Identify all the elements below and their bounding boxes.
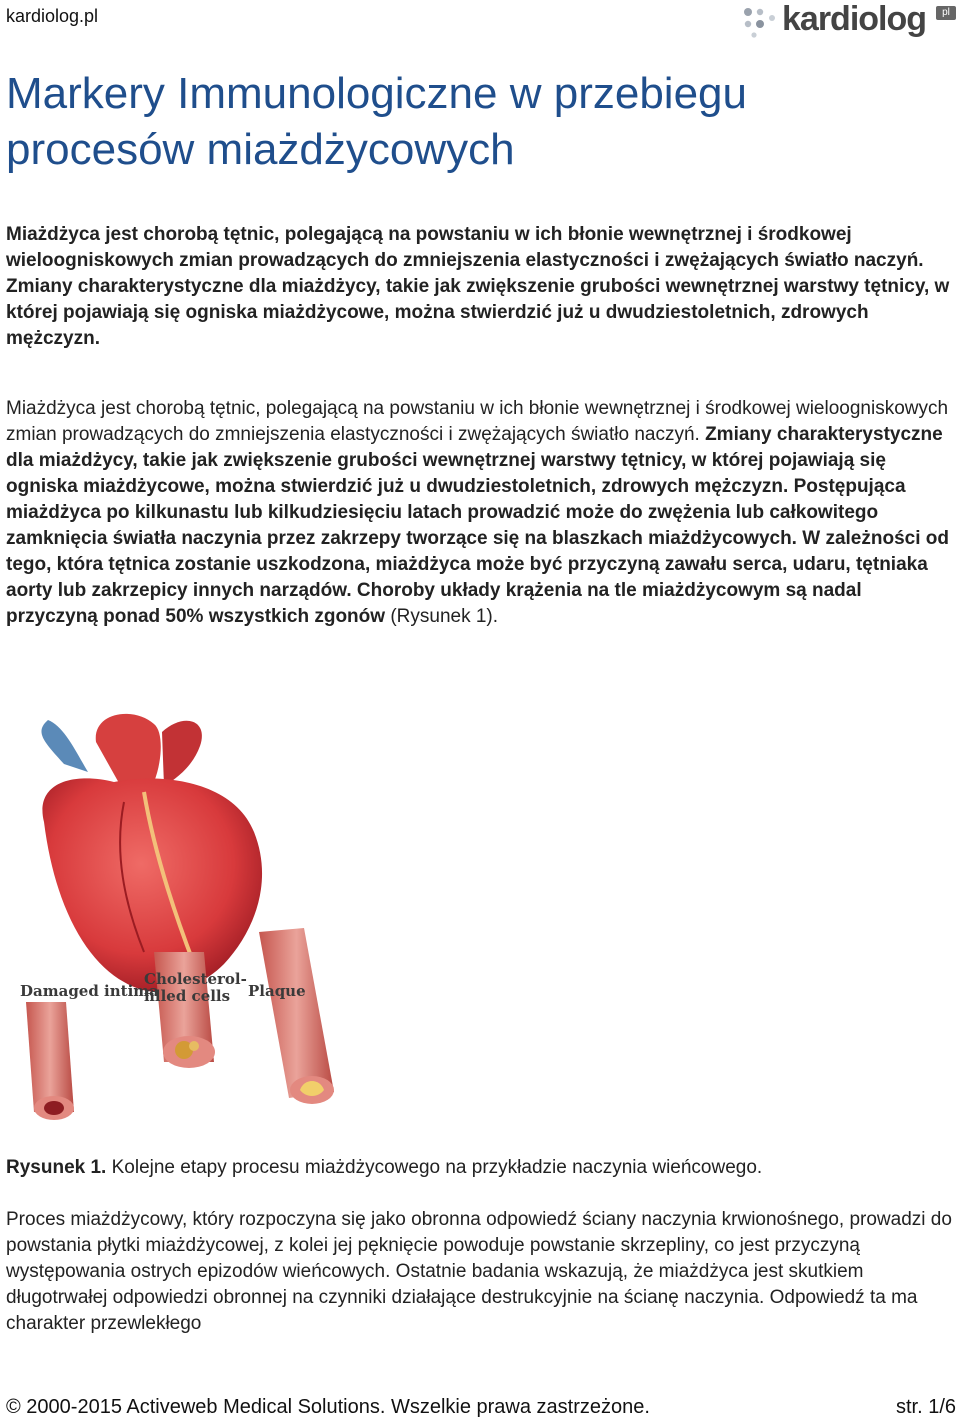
article-lead: Miażdżyca jest chorobą tętnic, polegającą na powstaniu w ich błonie wewnętrznej i środkowej wieloogniskowych zmian prowadzących do zmniejszenia elastyczności i zwężających światło naczyń. Zmiany charakterystyczne dla miażdżycy, takie jak zwiększenie grubości wewnętrznej warstwy tętnicy, w której pojawiają się ogniska miażdżycowe, można stwierdzić już u dwudziestoletnich, zdrowych mężczyzn. xyxy=(6,224,950,349)
page-number: str. 1/6 xyxy=(895,1396,956,1418)
label-cholesterol-line2: filled cells xyxy=(144,987,231,1005)
figure-heart-artery-illustration xyxy=(4,702,360,1122)
article-paragraph-3: Proces miażdżycowy, który rozpoczyna się jako obronna odpowiedź ściany naczynia krwionośnego, prowadzi do powstania płytki miażdżycowej, z kolei jej pęknięcie powoduje powstanie skrzepliny, co jest przyczyną występowania ostrych epizodów wieńcowych. Ostatnie badania wskazują, że miażdżyca jest skutkiem długotrwałej odpowiedzi obronnej na czynniki działające destrukcyjnie na ścianę naczynia. Odpowiedź ta ma charakter przewlekłego xyxy=(6,1209,952,1334)
site-logo[interactable] xyxy=(740,0,960,44)
caption-text: Kolejne etapy procesu miażdżycowego na przykładzie naczynia wieńcowego. xyxy=(106,1157,763,1178)
label-plaque: Plaque xyxy=(248,982,306,1000)
pulmonary-vessels-shape xyxy=(41,720,88,772)
footer-copyright: © 2000-2015 Activeweb Medical Solutions. Wszelkie prawa zastrzeżone. xyxy=(6,1396,650,1418)
artery-segment-1 xyxy=(26,1002,74,1112)
logo-badge: pl xyxy=(936,6,956,20)
label-damaged-intima: Damaged intima xyxy=(20,982,159,1000)
paragraph-normal-text: Miażdżyca jest chorobą tętnic, polegającą na powstaniu w ich błonie wewnętrznej i środkowej wieloogniskowych zmian prowadzących do zmniejszenia elastyczności i zwężających światło naczyń. xyxy=(6,398,949,445)
figure-caption xyxy=(6,1155,762,1181)
site-name: kardiolog.pl xyxy=(6,6,99,26)
logo-dots-icon xyxy=(742,4,782,40)
label-cholesterol-line1: Cholesterol- xyxy=(144,970,247,988)
caption-label: Rysunek 1. xyxy=(6,1157,107,1178)
heart-shape xyxy=(42,778,262,992)
logo-text: kardiolog xyxy=(782,0,927,38)
page-footer xyxy=(6,1394,956,1420)
artery-segment-3 xyxy=(259,928,334,1098)
figure-reference: (Rysunek 1). xyxy=(385,606,499,627)
paragraph-bold-text: Zmiany charakterystyczne dla miażdżycy, takie jak zwiększenie grubości wewnętrznej warstwy tętnicy, w której pojawiają się ogniska miażdżycowe, można stwierdzić już u dwudziestoletnich, zdrowych mężczyzn. Postępująca miażdżyca po kilkunastu lub kilkudziesięciu latach prowadzić może do zwężenia lub całkowitego zamknięcia światła naczynia przez zakrzepy tworzące się na blaszkach miażdżycowych. W zależności od tego, która tętnica zostanie uszkodzona, miażdżyca może być przyczyną zawału serca, udaru, tętniaka aorty lub zakrzepicy innych narządów. Choroby układy krążenia na tle miażdżycowym są nadal przyczyną ponad 50% wszystkich zgonów xyxy=(6,424,949,627)
article-title: Markery Immunologiczne w przebiegu procesów miażdżycowych xyxy=(6,69,747,174)
article-paragraph xyxy=(6,396,954,630)
